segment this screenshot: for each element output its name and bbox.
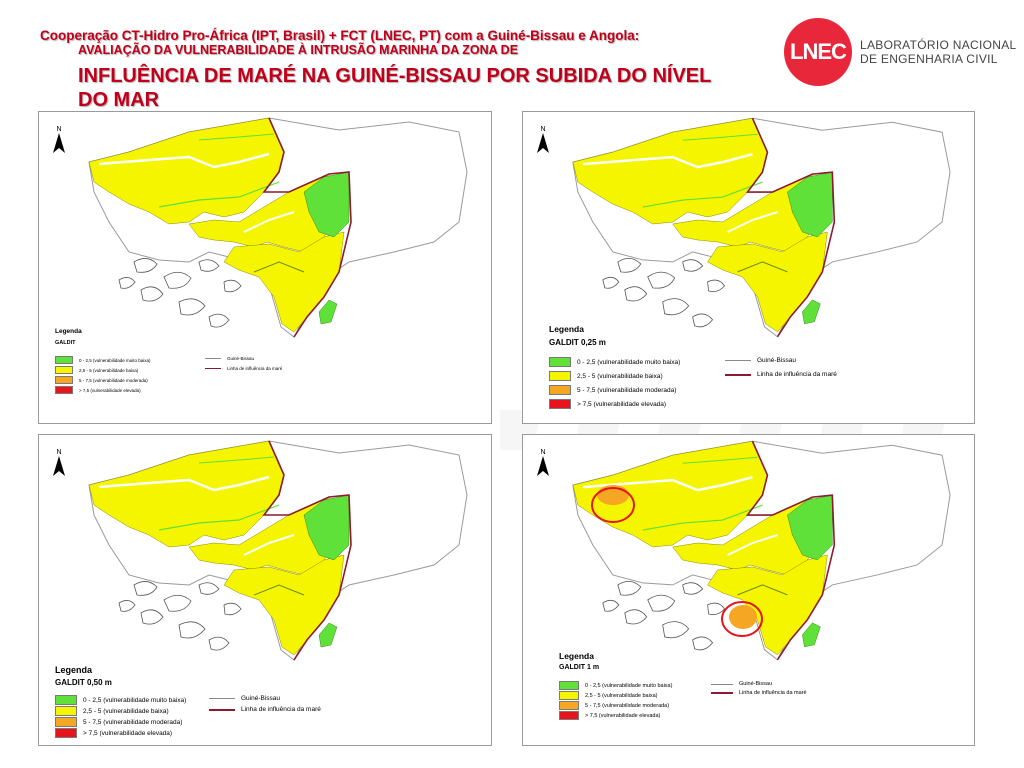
lnec-logo	[784, 18, 1017, 90]
swatch-orange	[55, 717, 77, 727]
legend-class-label: 0 - 2,5 (vulnerabilidade muito baixa)	[83, 696, 187, 704]
legend-line-tide	[711, 690, 807, 696]
legend-line-label: Guiné-Bissau	[739, 681, 773, 687]
legend-class-3	[549, 385, 676, 395]
map-panel-galdit-1m	[522, 434, 975, 746]
map-galdit	[39, 112, 491, 342]
header-line-3: INFLUÊNCIA DE MARÉ NA GUINÉ-BISSAU POR SUBIDA DO NÍVEL DO MAR	[78, 65, 711, 111]
north-label: N	[540, 126, 546, 133]
map-galdit-050	[39, 435, 491, 665]
legend-heading: Legenda	[55, 665, 93, 675]
legend-class-1	[55, 356, 151, 364]
header-line-2: AVALIAÇÃO DA VULNERABILIDADE À INTRUSÃO MARINHA DA ZONA DE	[78, 43, 519, 57]
legend	[55, 665, 321, 737]
legend-class-4	[549, 399, 666, 409]
line-swatch-tide	[209, 709, 235, 711]
legend-class-label: 5 - 7,5 (vulnerabilidade moderada)	[585, 702, 670, 709]
swatch-green	[559, 681, 579, 690]
legend-line-label: Linha de influência da maré	[227, 366, 283, 371]
swatch-red	[549, 399, 571, 409]
swatch-orange	[549, 385, 571, 395]
legend-class-label: 5 - 7,5 (vulnerabilidade moderada)	[83, 718, 183, 726]
legend-line-border	[711, 681, 772, 687]
lnec-logo-mark: LNEC	[784, 18, 852, 86]
map-panel-galdit	[38, 111, 492, 424]
legend	[55, 328, 283, 393]
swatch-green	[55, 695, 77, 705]
legend-class-4	[559, 711, 660, 720]
legend-class-1	[559, 681, 672, 690]
legend-class-label: 2,5 - 5 (vulnerabilidade baixa)	[577, 372, 663, 380]
swatch-yellow	[55, 706, 77, 716]
swatch-yellow	[55, 366, 73, 374]
map-galdit-025	[523, 112, 974, 342]
legend-class-1	[549, 357, 680, 367]
legend-class-label: 2,5 - 5 (vulnerabilidade baixa)	[83, 707, 169, 715]
map-panel-galdit-050	[38, 434, 492, 746]
legend-class-label: 2,5 - 5 (vulnerabilidade baixa)	[79, 367, 139, 373]
north-label: N	[56, 126, 62, 133]
north-arrow	[51, 126, 67, 158]
north-arrow	[535, 449, 551, 481]
swatch-red	[55, 728, 77, 738]
legend-line-border	[205, 356, 254, 361]
legend	[549, 324, 837, 408]
legend-class-3	[55, 717, 182, 727]
swatch-red	[559, 711, 579, 720]
legend-class-label: 0 - 2,5 (vulnerabilidade muito baixa)	[79, 357, 151, 363]
legend-class-1	[55, 695, 186, 705]
legend-class-label: 5 - 7,5 (vulnerabilidade moderada)	[577, 386, 677, 394]
legend-line-label: Linha de influência da maré	[757, 371, 837, 378]
legend	[559, 651, 807, 719]
legend-subtitle: GALDIT	[55, 340, 76, 346]
legend-class-3	[55, 376, 148, 384]
north-arrow-icon	[52, 456, 66, 476]
legend-subtitle: GALDIT 1 m	[559, 664, 600, 671]
swatch-green	[55, 356, 73, 364]
header-line-1: Cooperação CT-Hidro Pro-África (IPT, Brasil) + FCT (LNEC, PT) com a Guiné-Bissau e Angola:	[40, 28, 640, 43]
legend-class-2	[55, 706, 169, 716]
legend-class-4	[55, 728, 172, 738]
legend-line-label: Linha de influência da maré	[739, 690, 807, 696]
legend-line-label: Guiné-Bissau	[241, 695, 281, 702]
legend-heading: Legenda	[559, 651, 594, 661]
legend-line-tide	[725, 371, 837, 378]
legend-line-border	[209, 695, 280, 702]
legend-class-label: 5 - 7,5 (vulnerabilidade moderada)	[79, 377, 148, 383]
legend-subtitle: GALDIT 0,50 m	[55, 678, 112, 687]
legend-class-2	[55, 366, 138, 374]
legend-line-label: Guiné-Bissau	[227, 356, 255, 361]
legend-line-label: Linha de influência da maré	[241, 706, 321, 713]
north-arrow	[535, 126, 551, 158]
north-arrow	[51, 449, 67, 481]
line-swatch-tide	[205, 368, 221, 370]
north-label: N	[56, 449, 62, 456]
legend-class-2	[559, 691, 657, 700]
lnec-logo-line-2: DE ENGENHARIA CIVIL	[860, 52, 998, 66]
line-swatch-border	[725, 360, 751, 361]
north-arrow-icon	[52, 133, 66, 153]
swatch-green	[549, 357, 571, 367]
legend-class-label: 0 - 2,5 (vulnerabilidade muito baixa)	[577, 358, 681, 366]
legend-class-label: > 7,5 (vulnerabilidade elevada)	[83, 729, 173, 737]
legend-class-2	[549, 371, 663, 381]
map-galdit-1m	[523, 435, 974, 665]
legend-class-label: 2,5 - 5 (vulnerabilidade baixa)	[585, 692, 658, 699]
legend-class-4	[55, 386, 141, 394]
legend-heading: Legenda	[55, 328, 82, 335]
legend-subtitle: GALDIT 0,25 m	[549, 338, 606, 347]
legend-line-label: Guiné-Bissau	[757, 357, 797, 364]
line-swatch-border	[205, 358, 221, 359]
legend-class-label: > 7,5 (vulnerabilidade elevada)	[585, 712, 661, 719]
legend-class-label: > 7,5 (vulnerabilidade elevada)	[79, 387, 141, 393]
swatch-orange	[55, 376, 73, 384]
map-panel-galdit-025	[522, 111, 975, 424]
legend-class-label: 0 - 2,5 (vulnerabilidade muito baixa)	[585, 682, 673, 689]
legend-line-tide	[209, 706, 321, 713]
swatch-yellow	[549, 371, 571, 381]
legend-heading: Legenda	[549, 324, 584, 334]
swatch-yellow	[559, 691, 579, 700]
north-label: N	[540, 449, 546, 456]
lnec-logo-text	[860, 38, 1016, 66]
line-swatch-tide	[725, 374, 751, 376]
legend-class-label: > 7,5 (vulnerabilidade elevada)	[577, 400, 667, 408]
north-arrow-icon	[536, 456, 550, 476]
line-swatch-border	[711, 684, 733, 685]
swatch-orange	[559, 701, 579, 710]
swatch-red	[55, 386, 73, 394]
lnec-logo-line-1: LABORATÓRIO NACIONAL	[860, 38, 1017, 52]
line-swatch-tide	[711, 692, 733, 694]
north-arrow-icon	[536, 133, 550, 153]
legend-line-tide	[205, 366, 282, 371]
legend-class-3	[559, 701, 669, 710]
line-swatch-border	[209, 698, 235, 699]
moderate-zone-south	[729, 605, 757, 629]
legend-line-border	[725, 357, 796, 364]
